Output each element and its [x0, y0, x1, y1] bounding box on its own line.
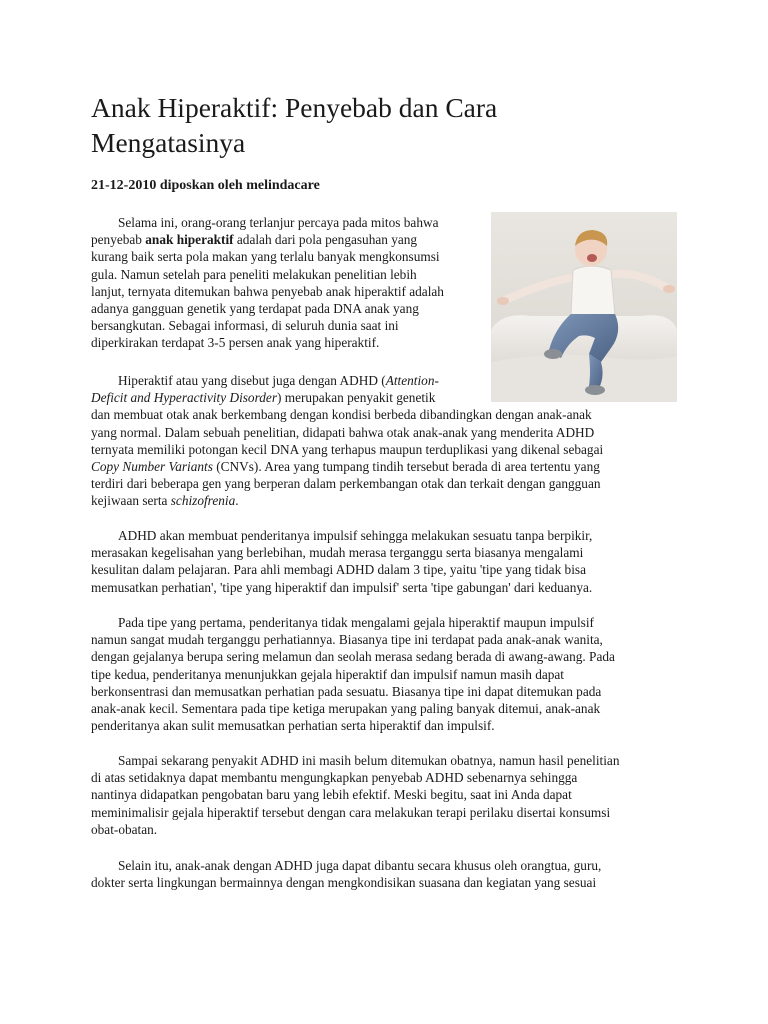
- text-run: adalah dari pola pengasuhan yang: [233, 232, 418, 248]
- italic-term: Attention-: [385, 373, 439, 388]
- text-line: Pada tipe yang pertama, penderitanya tidak mengalami gejala hiperaktif maupun impulsif: [118, 615, 594, 630]
- text-line: kesulitan dalam pelajaran. Para ahli membagi ADHD dalam 3 tipe, yaitu 'tipe yang tidak bisa: [91, 562, 586, 578]
- text-line: [91, 492, 603, 509]
- italic-term: schizofrenia: [170, 493, 236, 509]
- text-line: Selain itu, anak-anak dengan ADHD juga dapat dibantu secara khusus oleh orangtua, guru,: [118, 858, 602, 873]
- text-line: bersangkutan. Sebagai informasi, di seluruh dunia saat ini: [91, 318, 399, 334]
- text-line: terdiri dari beberapa gen yang berperan dalam perkembangan otak dan terkait dengan gangguan: [91, 476, 601, 492]
- text-line: ADHD akan membuat penderitanya impulsif sehingga melakukan sesuatu tanpa berpikir,: [118, 528, 593, 543]
- text-line: merasakan kegelisahan yang berlebihan, mudah merasa terganggu serta biasanya mengalami: [91, 545, 584, 561]
- text-line: obat-obatan.: [91, 821, 158, 837]
- text-line: meminimalisir gejala hiperaktif tersebut dengan cara melakukan terapi perilaku disertai konsumsi: [91, 804, 611, 820]
- text-line: nantinya didapatkan pengobatan baru yang lebih efektif. Meski begitu, saat ini Anda dapat: [91, 787, 572, 803]
- paragraph-5: [91, 752, 619, 838]
- bold-keyword: anak hiperaktif: [145, 232, 234, 248]
- text-line: anak-anak kecil. Sementara pada tipe ketiga merupakan yang paling banyak ditemui, anak-anak: [91, 700, 601, 716]
- text-line: tipe kedua, penderitanya menunjukkan gejala hiperaktif dan impulsif namun masih dapat: [91, 666, 565, 682]
- text-line: dan membuat otak anak berkembang dengan kondisi berbeda dibandingkan dengan anak-anak: [91, 407, 592, 423]
- text-line: di atas setidaknya dapat membantu mengungkapkan penyebab ADHD sebenarnya sehingga: [91, 770, 578, 786]
- text-line: kurang baik serta pola makan yang terlalu banyak mengkonsumsi: [91, 249, 440, 265]
- text-line: lanjut, ternyata ditemukan bahwa penyebab anak hiperaktif adalah: [91, 283, 444, 299]
- text-run: ) merupakan penyakit genetik: [277, 390, 436, 406]
- text-run: .: [235, 493, 239, 509]
- text-line: adanya gangguan genetik yang terdapat pada DNA anak yang: [91, 300, 419, 316]
- paragraph-3: [91, 527, 592, 596]
- title-line: Mengatasinya: [91, 127, 246, 158]
- text-line: [91, 389, 603, 406]
- text-run: kejiwaan serta: [91, 493, 171, 509]
- text-line: [91, 458, 603, 475]
- text-line: gula. Namun setelah para peneliti melakukan penelitian lebih: [91, 266, 417, 282]
- text-line: ternyata memiliki potongan kecil DNA yang terhapus maupun terduplikasi yang dikenal sebagai: [91, 441, 604, 457]
- text-line: diperkirakan terdapat 3-5 persen anak yang hiperaktif.: [91, 335, 380, 351]
- text-line: Selama ini, orang-orang terlanjur percaya pada mitos bahwa: [118, 215, 439, 230]
- text-line: penderitanya akan sulit memusatkan perhatian serta hiperaktif dan impulsif.: [91, 718, 495, 734]
- article-title: [91, 90, 651, 160]
- text-line: Sampai sekarang penyakit ADHD ini masih belum ditemukan obatnya, namun hasil penelitian: [118, 753, 620, 768]
- paragraph-2: [91, 372, 603, 510]
- text-line: [91, 231, 444, 248]
- text-line: berkonsentrasi dan memusatkan perhatian pada sesuatu. Biasanya tipe ini dapat ditemukan pada: [91, 683, 602, 699]
- text-line: namun sangat mudah terganggu perhatiannya. Biasanya tipe ini terdapat pada anak-anak wanita,: [91, 632, 603, 648]
- paragraph-1: [91, 214, 444, 352]
- text-run: Hiperaktif atau yang disebut juga dengan ADHD (: [118, 373, 386, 388]
- post-meta: 21-12-2010 diposkan oleh melindacare: [91, 178, 320, 193]
- italic-term: Deficit and Hyperactivity Disorder: [91, 390, 277, 406]
- text-line: dokter serta lingkungan bermainnya dengan mengkondisikan suasana dan kegiatan yang sesuai: [91, 875, 597, 891]
- paragraph-4: [91, 614, 615, 734]
- text-line: memusatkan perhatian', 'tipe yang hiperaktif dan impulsif' serta 'tipe gabungan' dari keduanya.: [91, 579, 593, 595]
- text-run: penyebab: [91, 232, 146, 248]
- italic-term: Copy Number Variants: [91, 458, 213, 474]
- text-line: yang normal. Dalam sebuah penelitian, didapati bahwa otak anak-anak yang menderita ADHD: [91, 424, 595, 440]
- title-line: Anak Hiperaktif: Penyebab dan Cara: [91, 92, 498, 123]
- text-line: [91, 372, 603, 389]
- text-run: (CNVs). Area yang tumpang tindih tersebut berada di area tertentu yang: [212, 458, 600, 474]
- text-line: dengan gejalanya berupa sering melamun dan seolah merasa sedang berada di awang-awang. Pada: [91, 649, 615, 665]
- paragraph-6: [91, 857, 601, 891]
